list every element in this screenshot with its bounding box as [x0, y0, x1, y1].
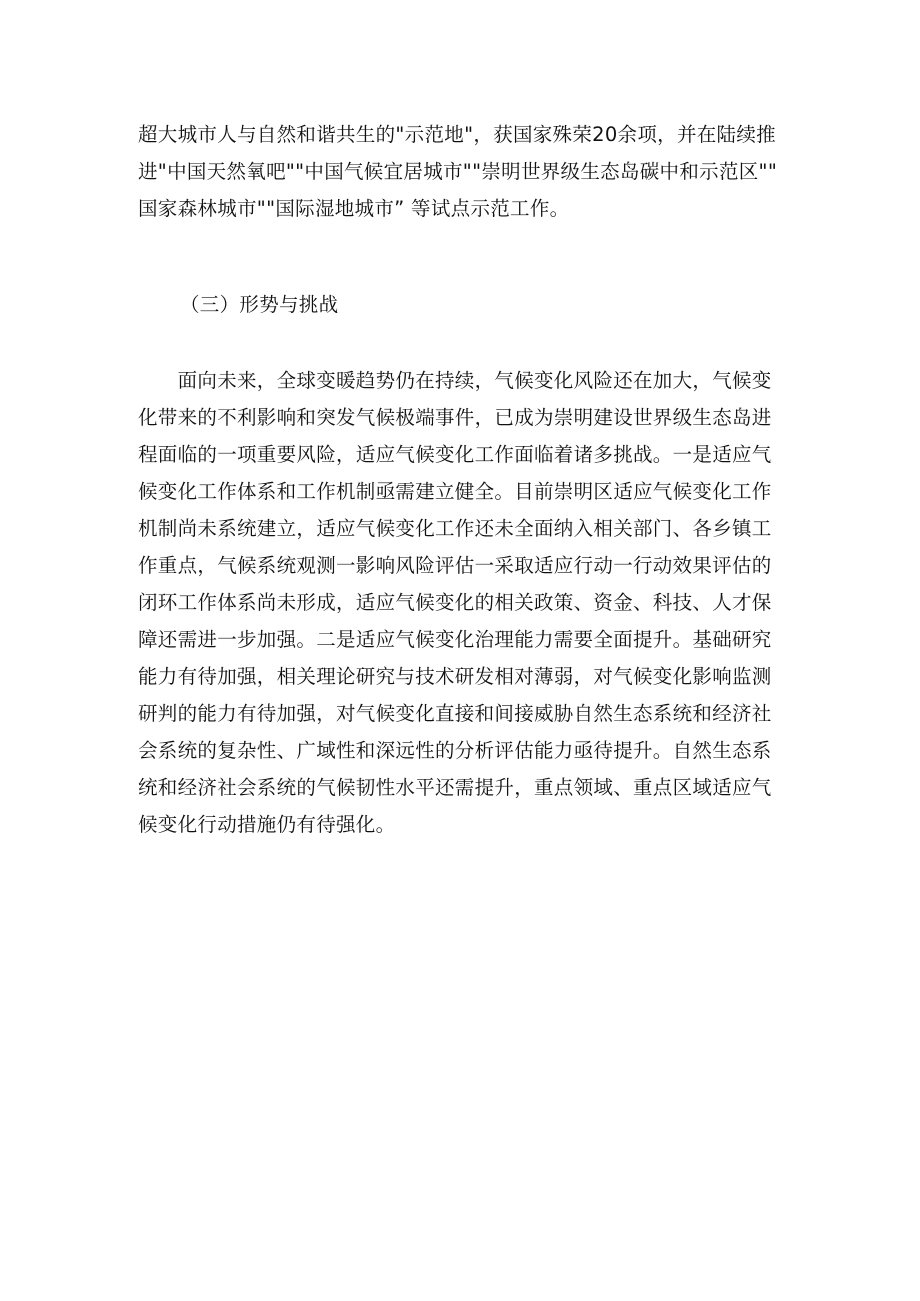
text-line: 国家森林城市""国际湿地城市” 等试点示范工作。 — [138, 197, 570, 220]
text-line: 候变化行动措施仍有待强化。 — [138, 813, 396, 836]
text-line: 能力有待加强，相关理论研究与技术研发相对薄弱，对气候变化影响监测 — [138, 665, 772, 688]
text-line: 统和经济社会系统的气候韧性水平还需提升，重点领域、重点区域适应气 — [138, 776, 772, 799]
text-line: 障还需进一步加强。二是适应气候变化治理能力需要全面提升。基础研究 — [138, 628, 772, 651]
text-line: 超大城市人与自然和谐共生的"示范地"，获国家殊荣20余项，并在陆续推 — [138, 123, 776, 146]
text-line: 会系统的复杂性、广域性和深远性的分析评估能力亟待提升。自然生态系 — [138, 739, 772, 762]
text-line: 候变化工作体系和工作机制亟需建立健全。目前崇明区适应气候变化工作 — [138, 480, 772, 503]
section-heading — [138, 286, 788, 323]
text-line: 化带来的不利影响和突发气候极端事件，已成为崇明建设世界级生态岛进 — [138, 406, 772, 429]
text-line: 作重点，气候系统观测一影响风险评估一采取适应行动一行动效果评估的 — [138, 554, 772, 577]
text-line: 进"中国天然氧吧""中国气候宜居城市""崇明世界级生态岛碳中和示范区"" — [138, 160, 778, 183]
paragraph-situation-challenges — [138, 362, 788, 843]
section-heading-text: （三）形势与挑战 — [180, 293, 339, 316]
text-line: 闭环工作体系尚未形成，适应气候变化的相关政策、资金、科技、人才保 — [138, 591, 772, 614]
text-line: 机制尚未系统建立，适应气候变化工作还未全面纳入相关部门、各乡镇工 — [138, 517, 772, 540]
text-line: 程面临的一项重要风险，适应气候变化工作面临着诸多挑战。一是适应气 — [138, 443, 772, 466]
text-line: 面向未来，全球变暖趋势仍在持续，气候变化风险还在加大，气候变 — [138, 369, 772, 392]
text-line: 研判的能力有待加强，对气候变化直接和间接威胁自然生态系统和经济社 — [138, 702, 772, 725]
paragraph-demonstration-sites — [138, 116, 788, 227]
